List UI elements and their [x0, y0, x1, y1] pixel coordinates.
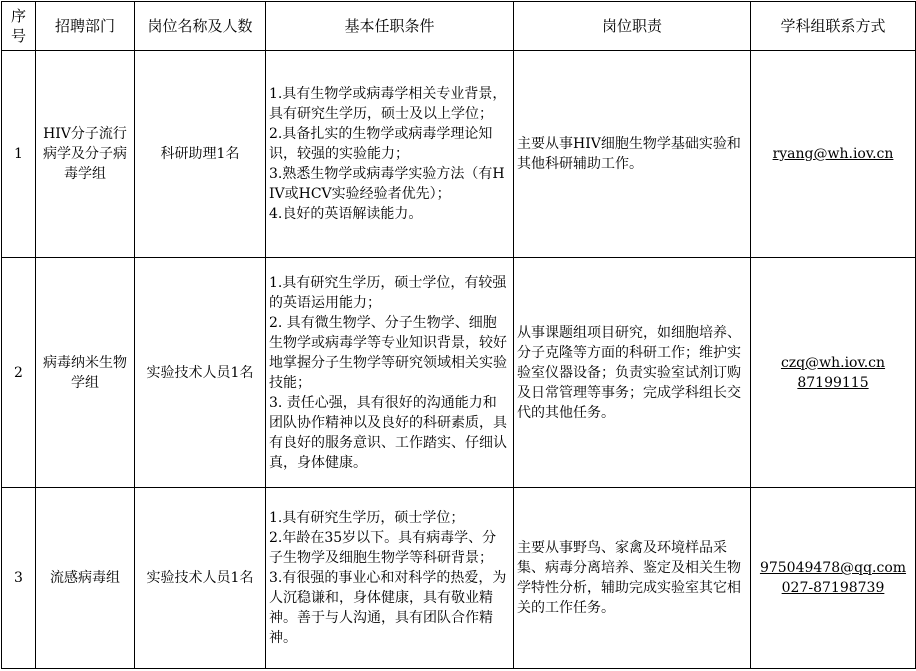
header-duties: 岗位职责: [514, 2, 751, 51]
row-seq: 2: [2, 258, 36, 488]
contact-email-link[interactable]: 975049478@qq.com: [759, 560, 907, 576]
condition-item: 3.熟悉生物学或病毒学实验方法（有HIV或HCV实验经验者优先）；: [269, 166, 505, 202]
header-row: [2, 2, 916, 51]
contact-email-link[interactable]: czq@wh.iov.cn: [780, 354, 886, 371]
row-position: 科研助理1名: [135, 51, 266, 258]
row-conditions: [266, 488, 514, 669]
condition-item: 3. 责任心强，具有很好的沟通能力和团队协作精神以及良好的科研素质，具有良好的服务意识、工作踏实、仔细认真，身体健康。: [269, 394, 507, 471]
row-position: 实验技术人员1名: [135, 258, 266, 488]
contact-phone-link[interactable]: 027-87198739: [781, 580, 885, 596]
header-seq: 序号: [2, 2, 36, 51]
condition-item: 1.具有生物学或病毒学相关专业背景，具有研究生学历，硕士及以上学位；: [269, 86, 507, 122]
contact-phone-link[interactable]: 87199115: [797, 374, 869, 391]
row-dept: 病毒纳米生物学组: [36, 258, 135, 488]
recruitment-table: [1, 1, 916, 669]
condition-item: 2.年龄在35岁以下。具有病毒学、分子生物学及细胞生物学等科研背景；: [269, 530, 497, 566]
header-conditions: 基本任职条件: [266, 2, 514, 51]
row-conditions: [266, 51, 514, 258]
row-contact: [751, 51, 916, 258]
table-row: [2, 51, 916, 258]
row-duties: 主要从事HIV细胞生物学基础实验和其他科研辅助工作。: [514, 51, 751, 258]
row-seq: 3: [2, 488, 36, 669]
row-dept: HIV分子流行病学及分子病毒学组: [36, 51, 135, 258]
row-dept: 流感病毒组: [36, 488, 135, 669]
condition-item: 3.有很强的事业心和对科学的热爱，为人沉稳谦和，身体健康，具有敬业精神。善于与人沟通，具有团队合作精神。: [269, 570, 507, 646]
condition-item: 1.具有研究生学历，硕士学位；: [269, 510, 465, 526]
row-seq: 1: [2, 51, 36, 258]
row-conditions: [266, 258, 514, 488]
table-row: [2, 258, 916, 488]
row-duties: 从事课题组项目研究，如细胞培养、分子克隆等方面的科研工作；维护实验室仪器设备；负责实验室试剂订购及日常管理等事务；完成学科组长交代的其他任务。: [514, 258, 751, 488]
row-contact: [751, 258, 916, 488]
condition-item: 4.良好的英语解读能力。: [269, 206, 423, 222]
row-contact: [751, 488, 916, 669]
row-position: 实验技术人员1名: [135, 488, 266, 669]
table-row: [2, 488, 916, 669]
header-contact: 学科组联系方式: [751, 2, 916, 51]
header-dept: 招聘部门: [36, 2, 135, 51]
condition-item: 2. 具有微生物学、分子生物学、细胞生物学或病毒学等专业知识背景，较好地掌握分子生物学等研究领域相关实验技能；: [269, 314, 507, 391]
row-duties: 主要从事野鸟、家禽及环境样品采集、病毒分离培养、鉴定及相关生物学特性分析，辅助完成实验室其它相关的工作任务。: [514, 488, 751, 669]
condition-item: 2.具备扎实的生物学或病毒学理论知识，较强的实验能力；: [269, 126, 493, 162]
condition-item: 1.具有研究生学历，硕士学位，有较强的英语运用能力；: [269, 274, 507, 311]
contact-email-link[interactable]: ryang@wh.iov.cn: [772, 146, 894, 162]
header-position: 岗位名称及人数: [135, 2, 266, 51]
